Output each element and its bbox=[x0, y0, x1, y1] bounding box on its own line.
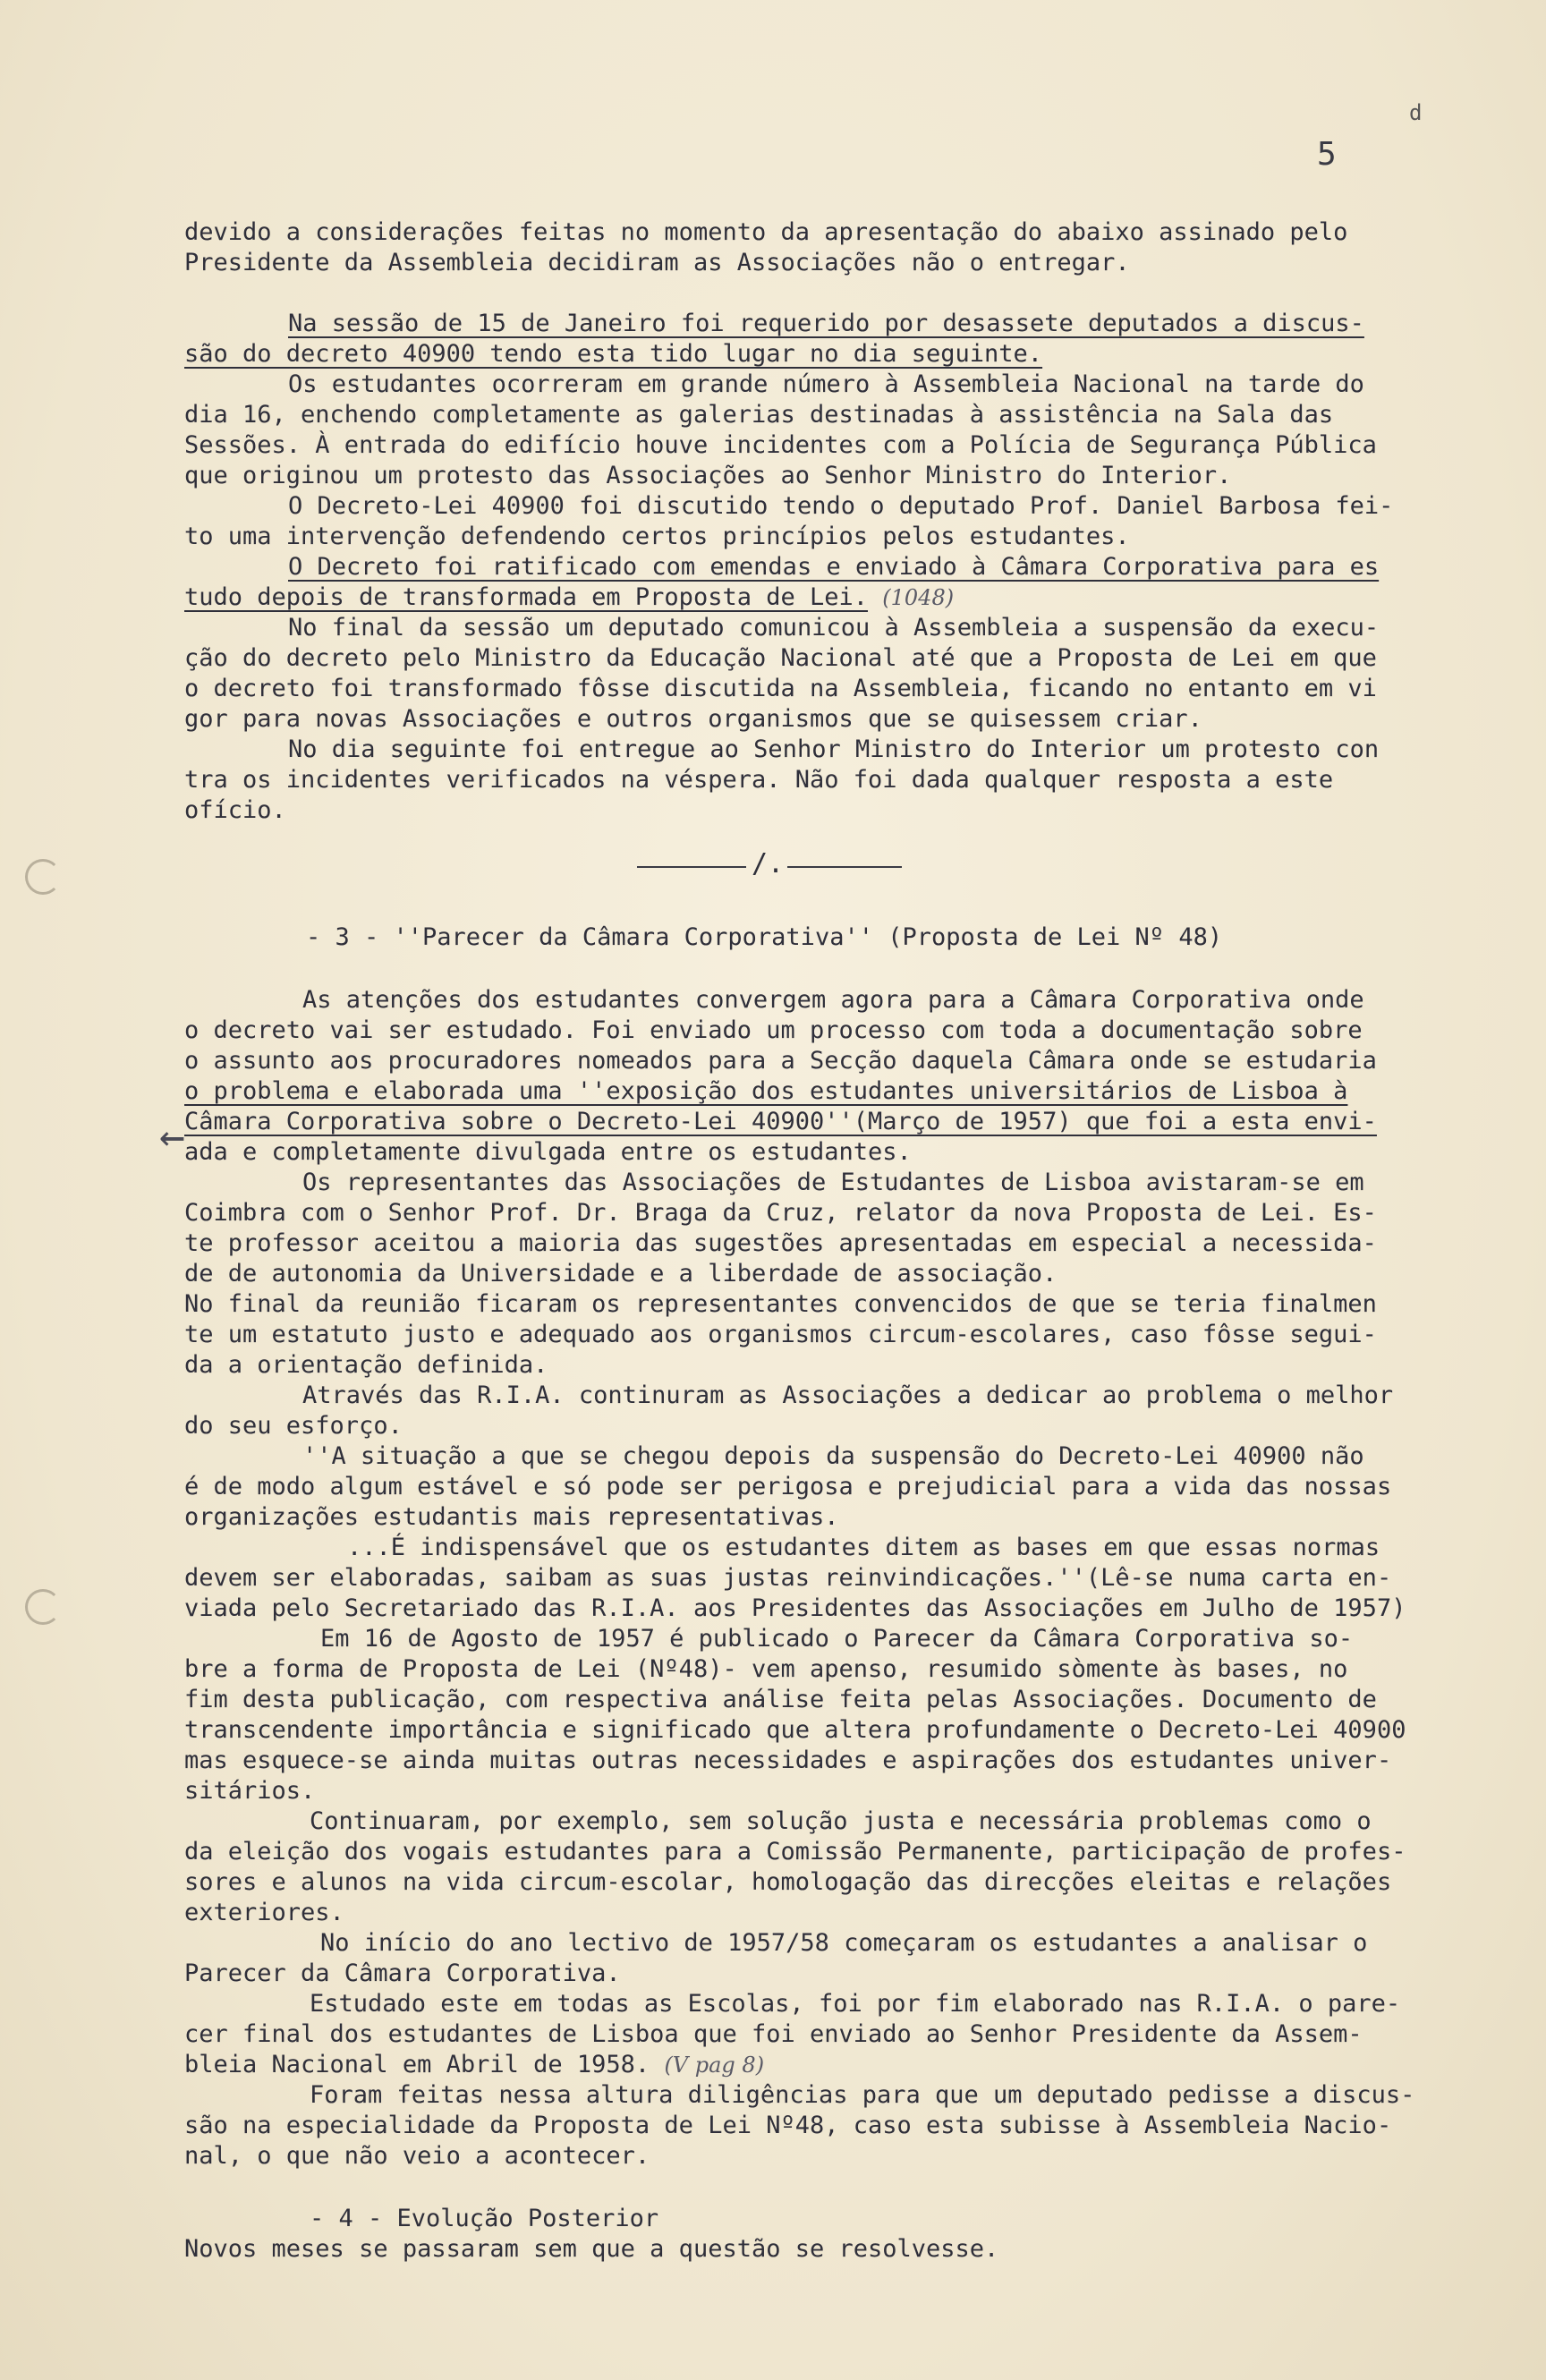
text-line-3 bbox=[288, 310, 1364, 338]
separator-mark: /. bbox=[752, 848, 785, 880]
text-line-32: te um estatuto justo e adequado aos organismos circum-escolares, caso fôsse segui- bbox=[184, 1321, 1377, 1348]
margin-arrow-icon: ← bbox=[159, 1111, 185, 1161]
text-line-25 bbox=[184, 1108, 1377, 1136]
text-line-14: ção do decreto pelo Ministro da Educação Nacional até que a Proposta de Lei em que bbox=[184, 644, 1377, 672]
text-line-48: Continuaram, por exemplo, sem solução justa e necessária problemas como o bbox=[310, 1807, 1372, 1835]
text-line-39: ...É indispensável que os estudantes ditem as bases em que essas normas bbox=[347, 1534, 1380, 1561]
text-line-42: Em 16 de Agosto de 1957 é publicado o Parecer da Câmara Corporativa so- bbox=[320, 1625, 1354, 1653]
text-line-22: o decreto vai ser estudado. Foi enviado um processo com toda a documentação sobre bbox=[184, 1016, 1363, 1044]
text-line-24 bbox=[184, 1077, 1347, 1106]
text-line-24-text: o problema e elaborada uma ''exposição dos estudantes universitários de Lisboa à bbox=[184, 1077, 1348, 1105]
text-line-13: No final da sessão um deputado comunicou à Assembleia a suspensão da execu- bbox=[288, 614, 1380, 642]
text-line-10: to uma intervenção defendendo certos princípios pelos estudantes. bbox=[184, 523, 1130, 550]
text-line-55: cer final dos estudantes de Lisboa que foi enviado ao Senhor Presidente da Assem- bbox=[184, 2020, 1363, 2048]
text-line-56-text: bleia Nacional em Abril de 1958. bbox=[184, 2051, 650, 2078]
text-line-37: é de modo algum estável e só pode ser perigosa e prejudicial para a vida das nossas bbox=[184, 1473, 1392, 1500]
text-line-3-text: Na sessão de 15 de Janeiro foi requerido por desassete deputados a discus- bbox=[288, 310, 1364, 337]
text-line-50: sores e alunos na vida circum-escolar, homologação das direcções eleitas e relações bbox=[184, 1868, 1392, 1896]
text-line-58: são na especialidade da Proposta de Lei Nº48, caso esta subisse à Assembleia Nacio- bbox=[184, 2112, 1392, 2139]
text-line-2: Presidente da Assembleia decidiram as Associações não o entregar. bbox=[184, 249, 1130, 276]
text-line-12 bbox=[184, 583, 954, 612]
text-line-33: da a orientação definida. bbox=[184, 1351, 548, 1379]
text-line-18: tra os incidentes verificados na véspera. Não foi dada qualquer resposta a este bbox=[184, 766, 1334, 794]
text-line-25-text: Câmara Corporativa sobre o Decreto-Lei 40900''(Março de 1957) que foi a esta envi- bbox=[184, 1108, 1377, 1135]
page-number: 5 bbox=[1317, 136, 1337, 173]
text-line-44: fim desta publicação, com respectiva análise feita pelas Associações. Documento de bbox=[184, 1686, 1377, 1713]
text-line-49: da eleição dos vogais estudantes para a Comissão Permanente, participação de profes- bbox=[184, 1838, 1406, 1866]
text-line-16: gor para novas Associações e outros organismos que se quisessem criar. bbox=[184, 705, 1202, 733]
text-line-51: exteriores. bbox=[184, 1899, 344, 1926]
text-line-34: Através das R.I.A. continuram as Associações a dedicar ao problema o melhor bbox=[302, 1381, 1394, 1409]
text-line-12-text: tudo depois de transformada em Proposta de Lei. bbox=[184, 583, 869, 611]
text-line-15: o decreto foi transformado fôsse discutida na Assembleia, ficando no entanto em vi bbox=[184, 675, 1377, 702]
text-line-35: do seu esforço. bbox=[184, 1412, 403, 1440]
corner-mark: d bbox=[1409, 100, 1423, 125]
separator-right bbox=[787, 866, 902, 868]
punch-hole-bottom bbox=[25, 1589, 61, 1625]
section-3-heading: - 3 - ''Parecer da Câmara Corporativa'' (Proposta de Lei Nº 48) bbox=[306, 923, 1223, 951]
text-line-59: nal, o que não veio a acontecer. bbox=[184, 2142, 650, 2170]
text-line-56 bbox=[184, 2051, 764, 2079]
text-line-7: Sessões. À entrada do edifício houve incidentes com a Polícia de Segurança Pública bbox=[184, 431, 1377, 459]
text-line-40: devem ser elaboradas, saibam as suas justas reinvindicações.''(Lê-se numa carta en- bbox=[184, 1564, 1392, 1592]
handwritten-note-pag8: (V pag 8) bbox=[664, 2053, 765, 2078]
text-line-41: viada pelo Secretariado das R.I.A. aos Presidentes das Associações em Julho de 1957) bbox=[184, 1594, 1406, 1622]
text-line-53: Parecer da Câmara Corporativa. bbox=[184, 1959, 621, 1987]
separator-left bbox=[637, 866, 746, 868]
text-line-52: No início do ano lectivo de 1957/58 começaram os estudantes a analisar o bbox=[320, 1929, 1368, 1957]
text-line-45: transcendente importância e significado que altera profundamente o Decreto-Lei 40900 bbox=[184, 1716, 1406, 1744]
text-line-47: sitários. bbox=[184, 1777, 316, 1805]
text-line-6: dia 16, enchendo completamente as galerias destinadas à assistência na Sala das bbox=[184, 401, 1334, 429]
text-line-23: o assunto aos procuradores nomeados para a Secção daquela Câmara onde se estudaria bbox=[184, 1047, 1377, 1075]
text-line-43: bre a forma de Proposta de Lei (Nº48)- vem apenso, resumido sòmente às bases, no bbox=[184, 1655, 1348, 1683]
text-line-9: O Decreto-Lei 40900 foi discutido tendo o deputado Prof. Daniel Barbosa fei- bbox=[288, 492, 1394, 520]
text-line-27: Os representantes das Associações de Estudantes de Lisboa avistaram-se em bbox=[302, 1169, 1364, 1196]
text-line-61: Novos meses se passaram sem que a questão se resolvesse. bbox=[184, 2235, 999, 2263]
text-line-57: Foram feitas nessa altura diligências para que um deputado pedisse a discus- bbox=[310, 2081, 1415, 2109]
text-line-4 bbox=[184, 340, 1042, 369]
text-line-38: organizações estudantis mais representativas. bbox=[184, 1503, 839, 1531]
text-line-8: que originou um protesto das Associações ao Senhor Ministro do Interior. bbox=[184, 462, 1232, 489]
text-line-46: mas esquece-se ainda muitas outras necessidades e aspirações dos estudantes univer- bbox=[184, 1747, 1392, 1774]
text-line-29: te professor aceitou a maioria das sugestões apresentadas em especial a necessida- bbox=[184, 1229, 1377, 1257]
text-line-19: ofício. bbox=[184, 796, 286, 824]
text-line-26: ada e completamente divulgada entre os estudantes. bbox=[184, 1138, 912, 1166]
handwritten-note-1048: (1048) bbox=[882, 585, 955, 610]
text-line-11-text: O Decreto foi ratificado com emendas e enviado à Câmara Corporativa para es bbox=[288, 553, 1380, 581]
text-line-1: devido a considerações feitas no momento da apresentação do abaixo assinado pelo bbox=[184, 218, 1348, 246]
text-line-36: ''A situação a que se chegou depois da suspensão do Decreto-Lei 40900 não bbox=[302, 1442, 1364, 1470]
text-line-28: Coimbra com o Senhor Prof. Dr. Braga da Cruz, relator da nova Proposta de Lei. Es- bbox=[184, 1199, 1377, 1227]
text-line-31: No final da reunião ficaram os representantes convencidos de que se teria finalmen bbox=[184, 1290, 1377, 1318]
text-line-17: No dia seguinte foi entregue ao Senhor Ministro do Interior um protesto con bbox=[288, 735, 1380, 763]
section-4-heading: - 4 - Evolução Posterior bbox=[310, 2205, 659, 2232]
text-line-11 bbox=[288, 553, 1379, 582]
text-line-54: Estudado este em todas as Escolas, foi por fim elaborado nas R.I.A. o pare- bbox=[310, 1990, 1401, 2018]
punch-hole-top bbox=[25, 859, 61, 895]
text-line-21: As atenções dos estudantes convergem agora para a Câmara Corporativa onde bbox=[302, 986, 1364, 1014]
text-line-30: de de autonomia da Universidade e a liberdade de associação. bbox=[184, 1260, 1058, 1288]
text-line-4-text: são do decreto 40900 tendo esta tido lugar no dia seguinte. bbox=[184, 340, 1043, 368]
text-line-5: Os estudantes ocorreram em grande número à Assembleia Nacional na tarde do bbox=[288, 370, 1364, 398]
